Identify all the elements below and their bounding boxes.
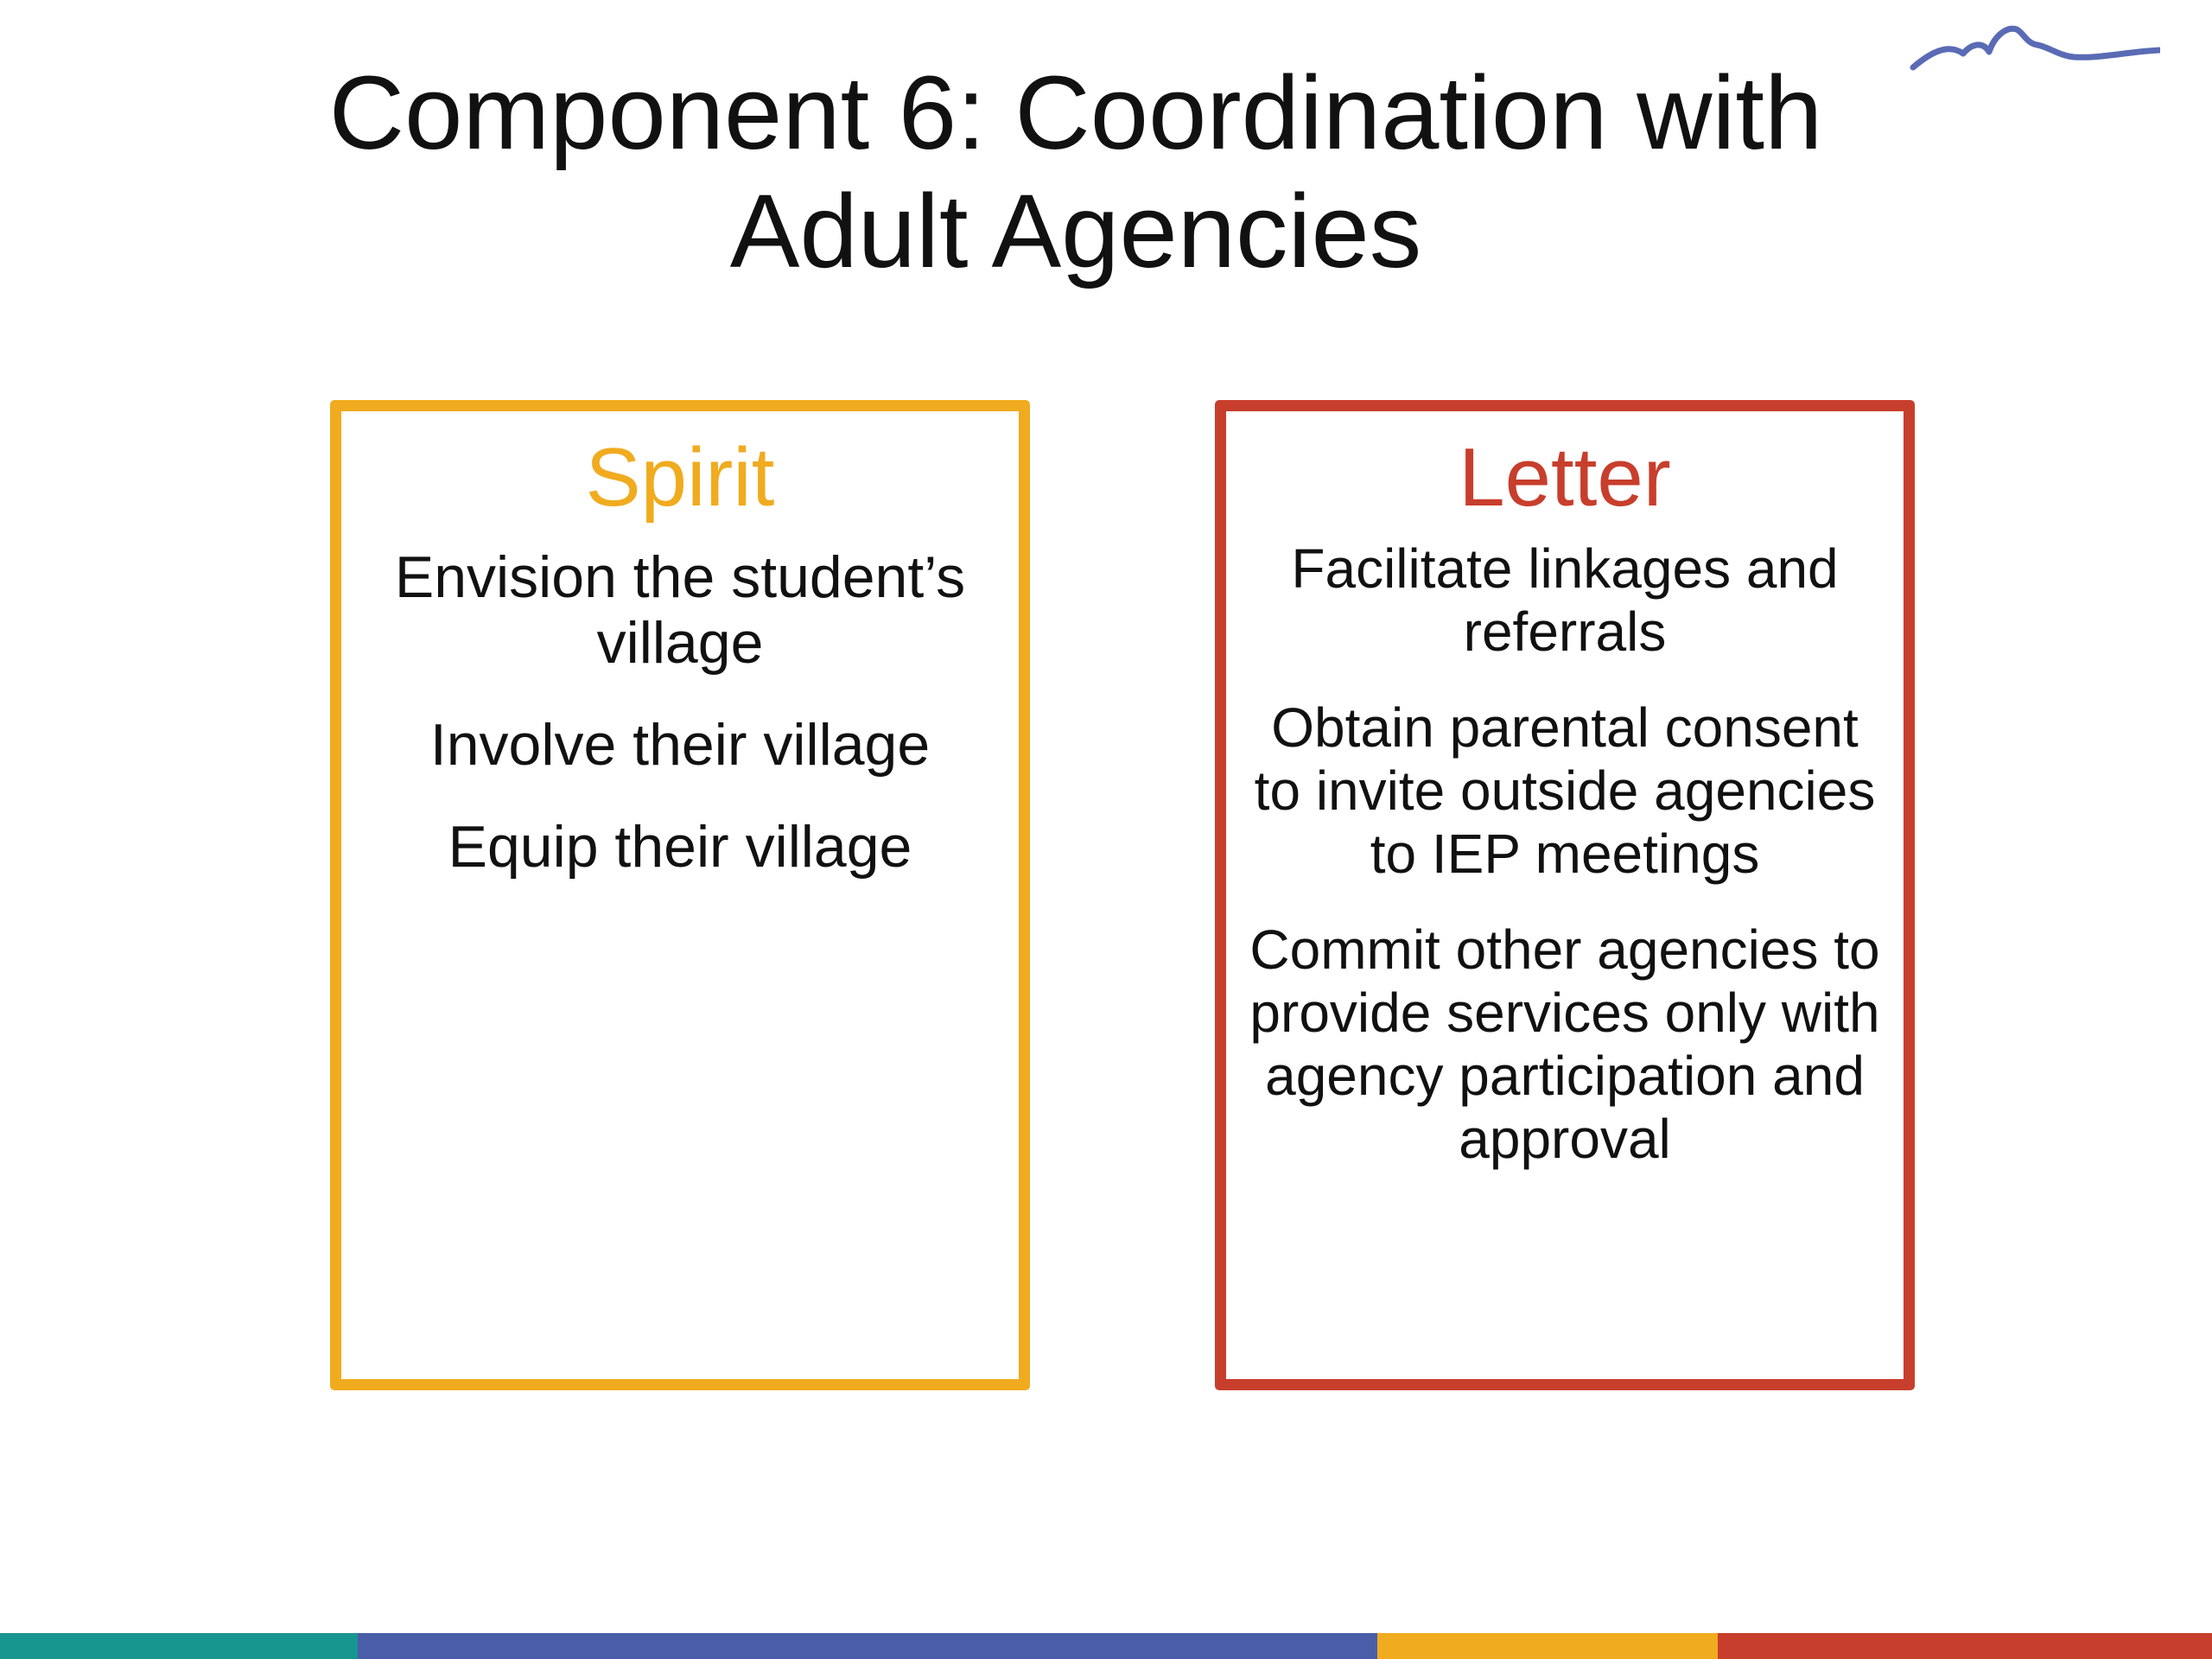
spirit-item: Envision the student’s village	[394, 544, 966, 676]
footer-segment-teal	[0, 1633, 358, 1659]
spirit-panel	[330, 400, 1030, 1390]
spirit-item: Involve their village	[429, 712, 931, 778]
letter-item: Facilitate linkages and referrals	[1291, 537, 1839, 663]
slide-title	[216, 54, 1936, 290]
slide-title-line-1: Component 6: Coordination with	[328, 54, 1823, 171]
spirit-heading: Spirit	[585, 431, 775, 524]
letter-item: Commit other agencies to provide services only with agency participation and approval	[1249, 918, 1880, 1170]
footer-segment-red	[1718, 1633, 2212, 1659]
letter-heading: Letter	[1459, 431, 1671, 524]
letter-panel	[1215, 400, 1915, 1390]
letter-list	[1226, 537, 1904, 1171]
mountain-logo-icon	[1910, 17, 2160, 78]
letter-item: Obtain parental consent to invite outside agencies to IEP meetings	[1254, 696, 1876, 885]
spirit-list	[341, 544, 1019, 880]
footer-segment-gold	[1377, 1633, 1718, 1659]
spirit-item: Equip their village	[448, 814, 912, 880]
footer-color-bar	[0, 1633, 2212, 1659]
footer-segment-blue	[358, 1633, 1377, 1659]
slide-title-line-2: Adult Agencies	[729, 172, 1422, 289]
